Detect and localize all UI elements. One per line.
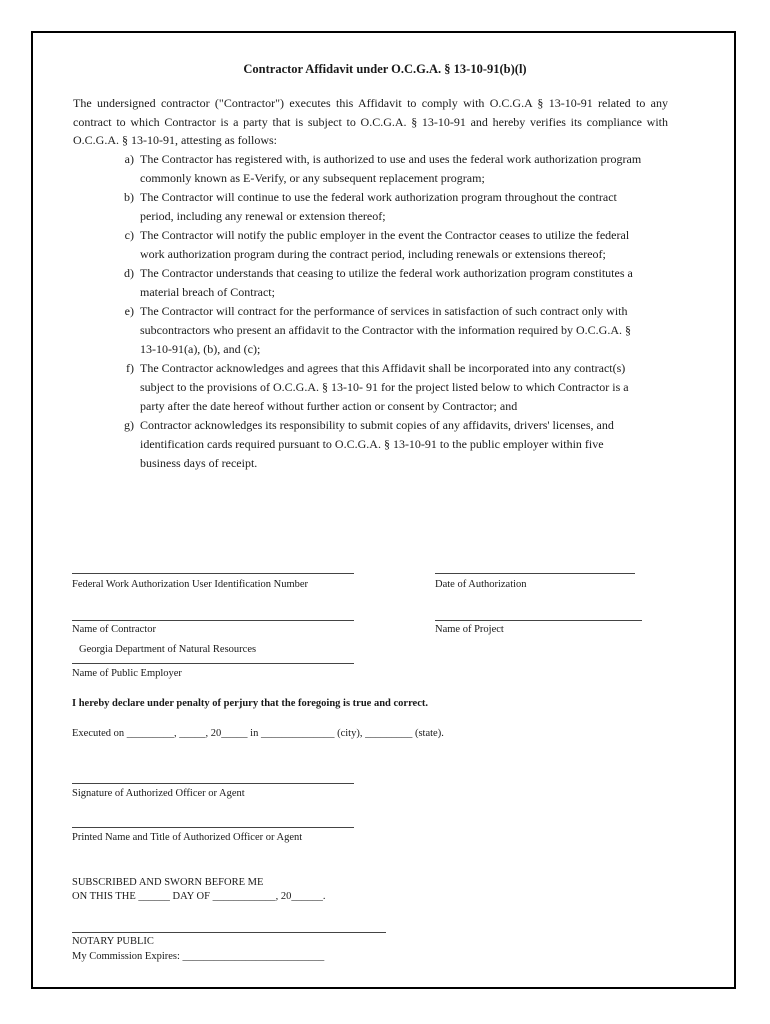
intro-paragraph [73,94,668,150]
perjury-declaration: I hereby declare under penalty of perjury that the foregoing is true and correct. [72,698,428,709]
public-employer-line[interactable] [72,663,354,664]
executed-line[interactable]: Executed on _________, _____, 20_____ in ______________ (city), _________ (state). [72,728,444,739]
public-employer-value: Georgia Department of Natural Resources [79,644,257,655]
item-label: g) [124,418,134,432]
list-item [100,150,645,188]
sworn-line-1: SUBSCRIBED AND SWORN BEFORE ME [72,877,264,888]
user-id-label: Federal Work Authorization User Identification Number [72,579,309,590]
signature-line[interactable] [72,783,354,784]
item-label: d) [124,266,134,280]
item-text: The Contractor will notify the public employer in the event the Contractor ceases to utilize the federal work authorization program during the contract period, including renewals or extensions thereof; [140,228,630,261]
sworn-line-2[interactable]: ON THIS THE ______ DAY OF ____________, 20______. [72,891,326,902]
item-text: The Contractor understands that ceasing to utilize the federal work authorization program constitutes a material breach of Contract; [140,266,633,299]
printed-name-line[interactable] [72,827,354,828]
contractor-name-line[interactable] [72,620,354,621]
notary-label: NOTARY PUBLIC [72,936,154,947]
item-text: Contractor acknowledges its responsibility to submit copies of any affidavits, drivers' licenses, and identification cards required pursuant to O.C.G.A. § 13-10-91 to the public employer within five business days of receipt. [140,418,614,470]
contractor-name-label: Name of Contractor [72,624,156,635]
item-text: The Contractor has registered with, is authorized to use and uses the federal work authorization program commonly known as E-Verify, or any subsequent replacement program; [140,152,642,185]
project-name-label: Name of Project [435,624,504,635]
notary-signature-line[interactable] [72,932,386,933]
item-label: e) [124,304,134,318]
list-item [100,264,645,302]
item-text: The Contractor acknowledges and agrees that this Affidavit shall be incorporated into any contract(s) subject to the provisions of O.C.G.A. § 13-10- 91 for the project listed below to which Contractor is a party after the date hereof without further action or consent by Contractor; and [140,361,629,413]
attestation-list [100,150,645,473]
item-label: c) [124,228,134,242]
list-item [100,302,645,359]
list-item [100,416,645,473]
date-authorization-label: Date of Authorization [435,579,527,590]
document-title: Contractor Affidavit under O.C.G.A. § 13-10-91(b)(l) [243,62,527,76]
project-name-line[interactable] [435,620,642,621]
commission-expires[interactable]: My Commission Expires: ___________________________ [72,951,325,962]
item-label: b) [124,190,134,204]
date-authorization-line[interactable] [435,573,635,574]
intro-text: The undersigned contractor ("Contractor") executes this Affidavit to comply with O.C.G.A § 13-10-91 related to any contract to which Contractor is a party that is subject to O.C.G.A. § 13-10-91 and hereby verifies its compliance with O.C.G.A. § 13-10-91, attesting as follows: [73,96,668,148]
item-label: f) [126,361,134,375]
list-item [100,226,645,264]
list-item [100,188,645,226]
public-employer-label: Name of Public Employer [72,668,182,679]
item-label: a) [124,152,134,166]
printed-name-label: Printed Name and Title of Authorized Officer or Agent [72,832,303,843]
item-text: The Contractor will continue to use the federal work authorization program throughout the contract period, including any renewal or extension thereof; [140,190,617,223]
item-text: The Contractor will contract for the performance of services in satisfaction of such contract only with subcontractors who present an affidavit to the Contractor with the information required by O.C.G.A. § 13-10-91(a), (b), and (c); [140,304,631,356]
user-id-line[interactable] [72,573,354,574]
signature-label: Signature of Authorized Officer or Agent [72,788,245,799]
list-item [100,359,645,416]
